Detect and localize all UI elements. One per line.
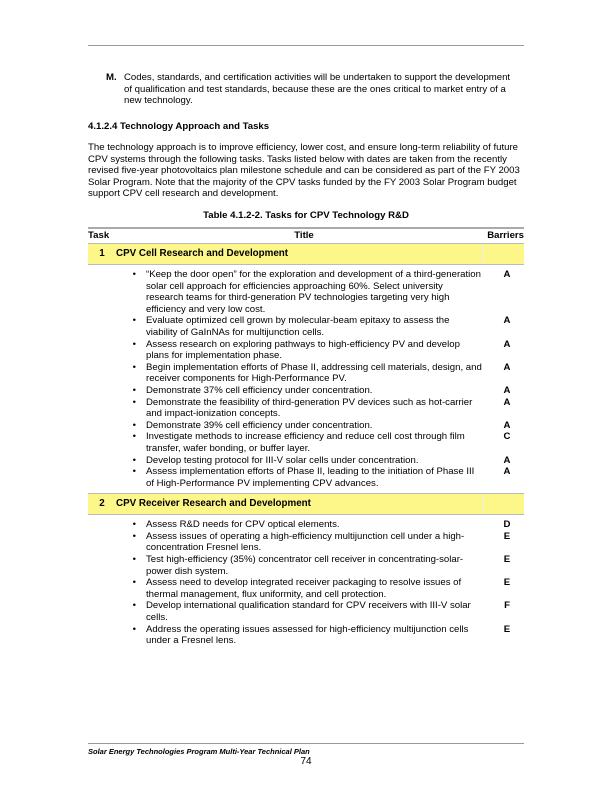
task-text: Demonstrate 39% cell efficiency under concentration. [146,419,373,431]
item-m [106,72,516,107]
bullet-icon: • [132,431,136,443]
list-item [88,531,524,554]
list-item [88,624,524,647]
bullet-icon: • [132,466,136,478]
footer-rule [88,743,524,744]
list-item [88,385,524,397]
barrier-cell [483,494,524,514]
barrier-code: A [503,396,511,408]
task-text: Develop international qualification standard for CPV receivers with III-V solar cells. [146,600,471,624]
bullet-icon: • [132,419,136,431]
list-item [88,362,524,385]
bullet-icon: • [132,269,136,280]
list-item [88,431,524,454]
barrier-code: A [503,419,511,431]
barrier-code: E [503,554,511,566]
task-list [88,515,524,651]
barrier-code: D [503,519,511,531]
table-header [88,227,524,243]
table-caption: Table 4.1.2-2. Tasks for CPV Technology R&D [203,210,409,221]
task-text: Demonstrate the feasibility of third-generation PV devices such as hot-carrier and impact-ionization concepts. [146,396,473,420]
item-m-text: Codes, standards, and certification activities will be undertaken to support the development of qualification and test standards, because these are the ones critical to market entry of a new technology. [124,72,511,107]
bullet-icon: • [132,361,136,373]
header-barriers: Barriers [487,230,524,241]
task-text: Assess need to develop integrated receiver packaging to resolve issues of thermal management, flux uniformity, and cell protection. [146,577,462,600]
list-item [88,600,524,623]
barrier-code: F [504,600,510,612]
barrier-code: E [503,577,511,589]
bullet-icon: • [132,554,136,566]
barrier-code: A [503,466,511,478]
list-item [88,577,524,600]
section-row [88,493,524,515]
task-text: Begin implementation efforts of Phase II, addressing cell materials, design, and receiver components for High-Performance PV. [146,361,482,385]
list-item [88,315,524,338]
list-item [88,519,524,531]
bullet-icon: • [132,600,136,612]
barrier-code: E [503,623,511,635]
barrier-code: A [503,454,511,466]
barrier-code: C [503,431,511,443]
body-paragraph: The technology approach is to improve efficiency, lower cost, and ensure long-term reliability of future CPV systems through the following tasks. Tasks listed below with dates are taken from the recently revised five-year photovoltaics plan milestone schedule and can be considered as part of the FY 2003 Solar Program. Note that the majority of the CPV tasks funded by the FY 2003 Solar Program budget support CPV cell research and development. [88,142,520,200]
bullet-icon: • [132,577,136,589]
list-item [88,339,524,362]
footer-title: Solar Energy Technologies Program Multi-Year Technical Plan [88,747,310,756]
bullet-icon: • [132,338,136,350]
page-number: 74 [300,756,312,767]
bullet-icon: • [132,315,136,327]
bullet-icon: • [132,396,136,408]
bullet-icon: • [132,454,136,466]
section-title: CPV Cell Research and Development [116,248,289,260]
barrier-code: A [503,384,511,396]
list-item [88,466,524,489]
task-text: Demonstrate 37% cell efficiency under concentration. [146,384,373,396]
task-text: Assess R&D needs for CPV optical elements. [146,519,340,531]
task-text: Assess research on exploring pathways to high-efficiency PV and develop plans for implementation phase. [146,338,460,362]
tasks-table [88,227,524,651]
task-number: 2 [99,498,105,510]
list-item [88,554,524,577]
task-text: Develop testing protocol for III-V solar cells under concentration. [146,454,419,466]
task-text: “Keep the door open” for the exploration and development of a third-generation solar cell approach for efficiencies approaching 60%. Select university research teams for third-generation PV technologies targeting very high efficiency and very low cost. [146,269,481,315]
section-heading: 4.1.2.4 Technology Approach and Tasks [88,121,270,132]
bullet-icon: • [132,530,136,542]
barrier-cell [483,244,524,264]
list-item [88,269,524,315]
task-number: 1 [99,248,105,260]
list-item [88,455,524,467]
list-item [88,397,524,420]
task-list [88,265,524,493]
barrier-code: A [503,269,511,280]
barrier-code: A [503,315,511,327]
header-task: Task [88,230,110,241]
header-rule [88,45,524,46]
barrier-code: A [503,361,511,373]
barrier-code: A [503,338,511,350]
section-row [88,243,524,265]
task-text: Investigate methods to increase efficiency and reduce cell cost through film transfer, wafer bonding, or buffer layer. [146,431,465,454]
task-text: Test high-efficiency (35%) concentrator cell receiver in concentrating-solar-power dish system. [146,554,464,577]
barrier-code: E [503,530,511,542]
bullet-icon: • [132,519,136,531]
section-title: CPV Receiver Research and Development [116,498,311,510]
task-text: Assess issues of operating a high-efficiency multijunction cell under a high-concentration Fresnel lens. [146,530,465,554]
item-m-label: M. [106,72,117,83]
task-text: Evaluate optimized cell grown by molecular-beam epitaxy to assess the viability of GaInNAs for multijunction cells. [146,315,450,338]
list-item [88,420,524,432]
bullet-icon: • [132,623,136,635]
header-title: Title [294,230,314,241]
task-text: Assess implementation efforts of Phase II, leading to the initiation of Phase III of High-Performance PV implementing CPV advances. [146,466,475,489]
task-text: Address the operating issues assessed for high-efficiency multijunction cells under a Fresnel lens. [146,623,469,647]
bullet-icon: • [132,384,136,396]
